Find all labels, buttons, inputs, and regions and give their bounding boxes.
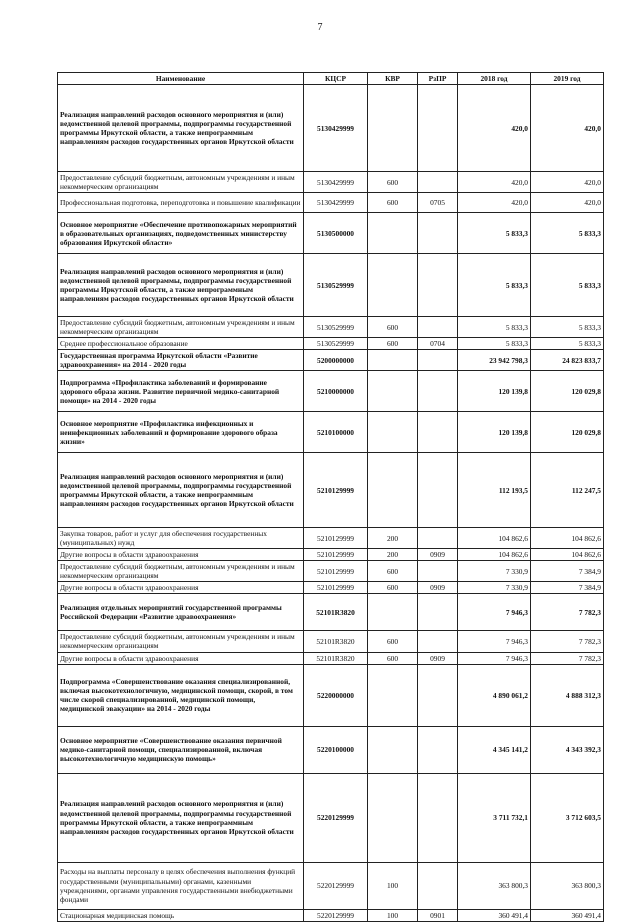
row-kcsr: 5220000000 [304, 664, 368, 726]
row-amount-2019: 4 343 392,3 [531, 726, 604, 773]
row-kvr: 600 [368, 317, 418, 338]
row-amount-2019: 420,0 [531, 85, 604, 172]
row-rzpr [418, 85, 458, 172]
row-name: Подпрограмма «Совершенствование оказания специализированной, включая высокотехнологичную, медицинской помощи, скорой, в том числе скорой специализированной, медицинской помощи, медицинской эвакуации» на 2014 - 2020 годы [58, 664, 304, 726]
row-name: Другие вопросы в области здравоохранения [58, 582, 304, 594]
table-row [58, 549, 604, 561]
row-amount-2019: 7 384,9 [531, 582, 604, 594]
header-kcsr: КЦСР [304, 73, 368, 85]
row-kcsr: 52101R3820 [304, 594, 368, 631]
row-amount-2019: 7 782,3 [531, 594, 604, 631]
table-row [58, 773, 604, 862]
row-kcsr: 5130529999 [304, 338, 368, 350]
table-row [58, 664, 604, 726]
row-name: Реализация направлений расходов основного мероприятия и (или) ведомственной целевой программы, подпрограммы государственной программы Иркутской области, а также непрограммным направлениям расходов государственных органов Иркутской области [58, 773, 304, 862]
row-rzpr [418, 317, 458, 338]
row-amount-2018: 4 345 141,2 [458, 726, 531, 773]
row-amount-2019: 363 800,3 [531, 862, 604, 909]
row-amount-2018: 104 862,6 [458, 549, 531, 561]
row-kvr: 600 [368, 338, 418, 350]
row-name: Предоставление субсидий бюджетным, автономным учреждениям и иным некоммерческим организациям [58, 561, 304, 582]
row-name: Реализация направлений расходов основного мероприятия и (или) ведомственной целевой программы, подпрограммы государственной программы Иркутской области, а также непрограммным направлениям расходов государственных органов Иркутской области [58, 254, 304, 317]
row-name: Другие вопросы в области здравоохранения [58, 652, 304, 664]
row-name: Государственная программа Иркутской области «Развитие здравоохранения» на 2014 - 2020 годы [58, 350, 304, 371]
row-rzpr [418, 412, 458, 453]
row-kcsr: 5210129999 [304, 528, 368, 549]
row-kcsr: 5210129999 [304, 453, 368, 528]
table-row [58, 85, 604, 172]
row-kcsr: 5210100000 [304, 412, 368, 453]
table-row [58, 631, 604, 652]
row-name: Реализация отдельных мероприятий государственной программы Российской Федерации «Развитие здравоохранения» [58, 594, 304, 631]
table-row [58, 528, 604, 549]
table-row [58, 350, 604, 371]
row-name: Профессиональная подготовка, переподготовка и повышение квалификации [58, 193, 304, 213]
table-row [58, 582, 604, 594]
row-rzpr: 0909 [418, 652, 458, 664]
row-name: Основное мероприятие «Обеспечение противопожарных мероприятий в образовательных организациях, подведомственных министерству образования Иркутской области» [58, 213, 304, 254]
row-kvr [368, 773, 418, 862]
row-rzpr [418, 371, 458, 412]
table-row [58, 909, 604, 921]
row-kvr [368, 664, 418, 726]
row-rzpr [418, 726, 458, 773]
row-name: Стационарная медицинская помощь [58, 909, 304, 921]
row-kcsr: 5220129999 [304, 909, 368, 921]
row-kcsr: 5130429999 [304, 85, 368, 172]
row-kvr: 200 [368, 528, 418, 549]
row-amount-2019: 120 029,8 [531, 412, 604, 453]
row-kvr: 600 [368, 631, 418, 652]
row-name: Реализация направлений расходов основного мероприятия и (или) ведомственной целевой программы, подпрограммы государственной программы Иркутской области, а также непрограммным направлениям расходов государственных органов Иркутской области [58, 85, 304, 172]
row-kvr: 600 [368, 582, 418, 594]
row-amount-2018: 5 833,3 [458, 213, 531, 254]
row-rzpr [418, 453, 458, 528]
row-rzpr [418, 862, 458, 909]
table-row [58, 371, 604, 412]
row-rzpr [418, 172, 458, 193]
row-kvr [368, 350, 418, 371]
row-amount-2018: 5 833,3 [458, 317, 531, 338]
row-amount-2019: 112 247,5 [531, 453, 604, 528]
row-amount-2019: 5 833,3 [531, 213, 604, 254]
row-amount-2018: 7 330,9 [458, 561, 531, 582]
row-amount-2018: 120 139,8 [458, 412, 531, 453]
row-kvr [368, 453, 418, 528]
row-amount-2019: 7 782,3 [531, 631, 604, 652]
row-rzpr: 0704 [418, 338, 458, 350]
row-amount-2019: 104 862,6 [531, 549, 604, 561]
row-amount-2019: 3 712 603,5 [531, 773, 604, 862]
row-amount-2019: 420,0 [531, 172, 604, 193]
header-kvr: КВР [368, 73, 418, 85]
table-row [58, 652, 604, 664]
row-kcsr: 5210129999 [304, 561, 368, 582]
row-kcsr: 5210129999 [304, 582, 368, 594]
row-kvr [368, 412, 418, 453]
row-kvr: 100 [368, 862, 418, 909]
row-amount-2018: 420,0 [458, 172, 531, 193]
row-kcsr: 5210129999 [304, 549, 368, 561]
row-name: Подпрограмма «Профилактика заболеваний и формирование здорового образа жизни. Развитие первичной медико-санитарной помощи» на 2014 - 2020 годы [58, 371, 304, 412]
row-rzpr [418, 631, 458, 652]
row-rzpr [418, 773, 458, 862]
table-row [58, 338, 604, 350]
row-rzpr: 0901 [418, 909, 458, 921]
row-amount-2018: 5 833,3 [458, 338, 531, 350]
row-amount-2018: 112 193,5 [458, 453, 531, 528]
row-amount-2018: 7 946,3 [458, 631, 531, 652]
table-body [58, 85, 604, 922]
row-rzpr [418, 594, 458, 631]
row-amount-2018: 7 330,9 [458, 582, 531, 594]
table-row [58, 594, 604, 631]
table-row [58, 193, 604, 213]
row-name: Основное мероприятие «Профилактика инфекционных и неинфекционных заболеваний и формирование здорового образа жизни» [58, 412, 304, 453]
row-amount-2019: 104 862,6 [531, 528, 604, 549]
row-amount-2019: 24 823 833,7 [531, 350, 604, 371]
row-kcsr: 5220129999 [304, 862, 368, 909]
table-row [58, 317, 604, 338]
row-kvr: 200 [368, 549, 418, 561]
row-amount-2018: 120 139,8 [458, 371, 531, 412]
row-amount-2019: 5 833,3 [531, 338, 604, 350]
row-rzpr [418, 561, 458, 582]
table-row [58, 453, 604, 528]
row-kvr: 100 [368, 909, 418, 921]
row-kvr: 600 [368, 172, 418, 193]
row-amount-2018: 4 890 061,2 [458, 664, 531, 726]
row-kvr [368, 594, 418, 631]
row-name: Расходы на выплаты персоналу в целях обеспечения выполнения функций государственными (муниципальными) органами, казенными учреждениями, органами управления государственными внебюджетными фондами [58, 862, 304, 909]
row-amount-2019: 360 491,4 [531, 909, 604, 921]
row-kcsr: 5220100000 [304, 726, 368, 773]
row-amount-2019: 420,0 [531, 193, 604, 213]
page-number: 7 [317, 22, 323, 33]
header-2018: 2018 год [458, 73, 531, 85]
row-kvr [368, 213, 418, 254]
budget-table [57, 72, 604, 922]
row-amount-2018: 420,0 [458, 85, 531, 172]
header-rzpr: РзПР [418, 73, 458, 85]
row-kcsr: 52101R3820 [304, 652, 368, 664]
row-name: Предоставление субсидий бюджетным, автономным учреждениям и иным некоммерческим организациям [58, 172, 304, 193]
row-amount-2019: 120 029,8 [531, 371, 604, 412]
row-amount-2019: 7 384,9 [531, 561, 604, 582]
row-amount-2018: 363 800,3 [458, 862, 531, 909]
row-kvr [368, 85, 418, 172]
row-amount-2019: 7 782,3 [531, 652, 604, 664]
table-row [58, 254, 604, 317]
table-row [58, 172, 604, 193]
table-row [58, 213, 604, 254]
table-row [58, 862, 604, 909]
row-kcsr: 5130429999 [304, 172, 368, 193]
row-amount-2018: 5 833,3 [458, 254, 531, 317]
row-kcsr: 5130529999 [304, 317, 368, 338]
row-kvr: 600 [368, 561, 418, 582]
row-rzpr [418, 254, 458, 317]
row-kvr [368, 371, 418, 412]
row-name: Предоставление субсидий бюджетным, автономным учреждениям и иным некоммерческим организациям [58, 317, 304, 338]
row-amount-2019: 5 833,3 [531, 317, 604, 338]
row-amount-2018: 3 711 732,1 [458, 773, 531, 862]
table-header-row [58, 73, 604, 85]
row-name: Реализация направлений расходов основного мероприятия и (или) ведомственной целевой программы, подпрограммы государственной программы Иркутской области, а также непрограммным направлениям расходов государственных органов Иркутской области [58, 453, 304, 528]
row-name: Основное мероприятие «Совершенствование оказания первичной медико-санитарной помощи, специализированной, включая высокотехнологичную медицинскую помощь» [58, 726, 304, 773]
row-kvr: 600 [368, 652, 418, 664]
row-rzpr [418, 213, 458, 254]
row-kvr: 600 [368, 193, 418, 213]
row-amount-2018: 23 942 798,3 [458, 350, 531, 371]
row-amount-2019: 5 833,3 [531, 254, 604, 317]
row-rzpr: 0909 [418, 582, 458, 594]
row-rzpr: 0909 [418, 549, 458, 561]
row-amount-2018: 360 491,4 [458, 909, 531, 921]
row-name: Предоставление субсидий бюджетным, автономным учреждениям и иным некоммерческим организациям [58, 631, 304, 652]
row-amount-2019: 4 888 312,3 [531, 664, 604, 726]
table-row [58, 726, 604, 773]
row-kvr [368, 726, 418, 773]
row-amount-2018: 104 862,6 [458, 528, 531, 549]
row-name: Закупка товаров, работ и услуг для обеспечения государственных (муниципальных) нужд [58, 528, 304, 549]
row-rzpr [418, 528, 458, 549]
row-kcsr: 5130429999 [304, 193, 368, 213]
row-kcsr: 5200000000 [304, 350, 368, 371]
header-name: Наименование [58, 73, 304, 85]
row-kcsr: 5210000000 [304, 371, 368, 412]
table-row [58, 412, 604, 453]
table-row [58, 561, 604, 582]
row-name: Среднее профессиональное образование [58, 338, 304, 350]
row-kcsr: 52101R3820 [304, 631, 368, 652]
row-amount-2018: 7 946,3 [458, 594, 531, 631]
row-rzpr [418, 350, 458, 371]
row-amount-2018: 7 946,3 [458, 652, 531, 664]
row-name: Другие вопросы в области здравоохранения [58, 549, 304, 561]
row-amount-2018: 420,0 [458, 193, 531, 213]
row-rzpr [418, 664, 458, 726]
row-kcsr: 5220129999 [304, 773, 368, 862]
row-kcsr: 5130500000 [304, 213, 368, 254]
row-kcsr: 5130529999 [304, 254, 368, 317]
row-kvr [368, 254, 418, 317]
header-2019: 2019 год [531, 73, 604, 85]
row-rzpr: 0705 [418, 193, 458, 213]
